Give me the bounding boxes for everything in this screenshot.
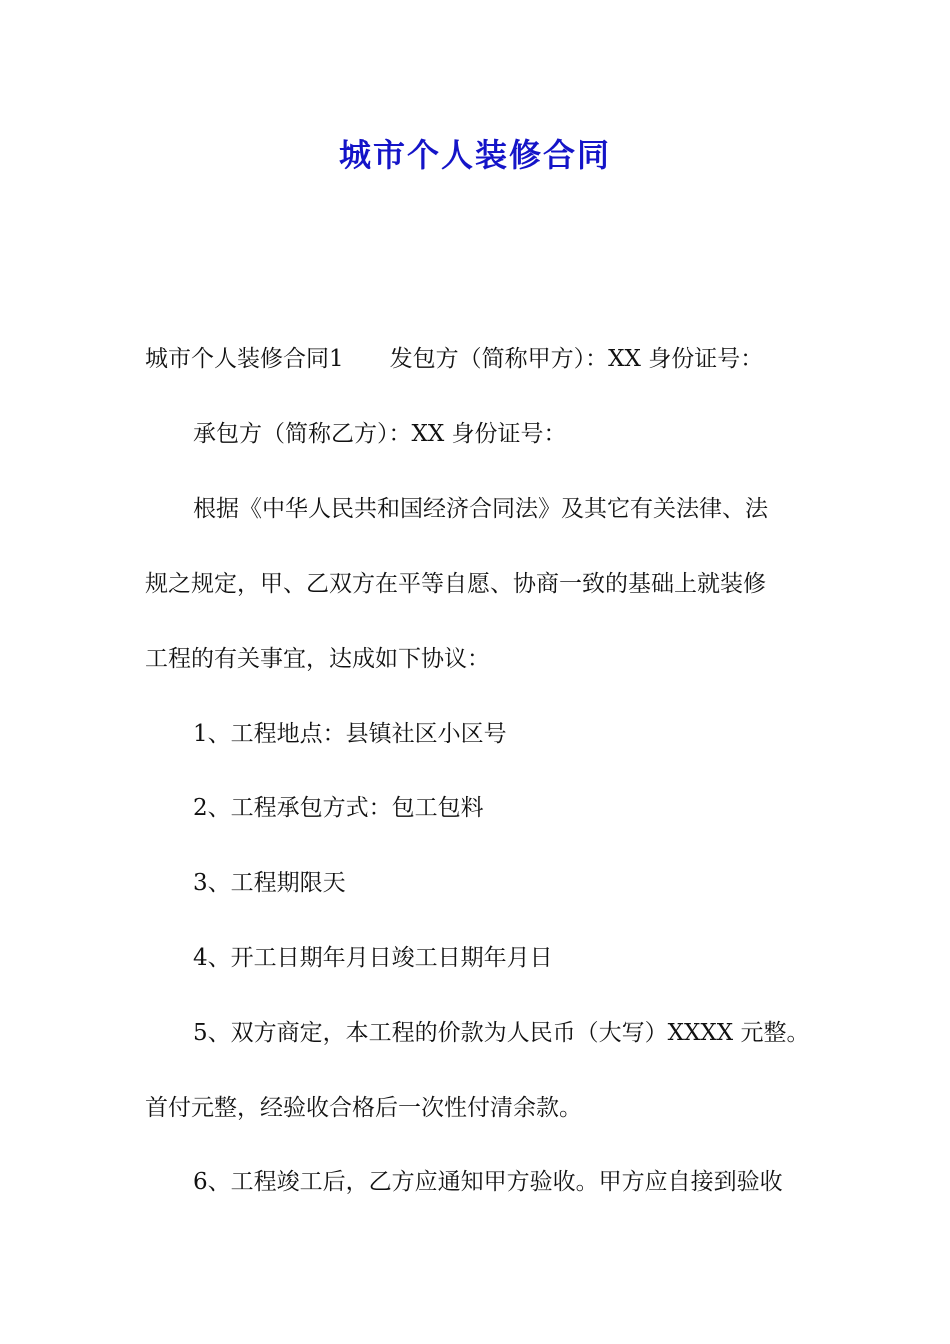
clause-line-5-continued: 首付元整，经验收合格后一次性付清余款。 [145,1095,582,1121]
clause-line-5: 5、双方商定，本工程的价款为人民币（大写）XXXX 元整。 [193,1020,810,1046]
document-title: 城市个人装修合同 [338,136,611,174]
clause-line-3: 3、工程期限天 [193,870,346,896]
clause-line-6: 6、工程竣工后，乙方应通知甲方验收。甲方应自接到验收 [193,1169,783,1195]
clause-line-1: 1、工程地点：县镇社区小区号 [193,721,507,747]
paragraph-line-basis-3: 工程的有关事宜，达成如下协议： [145,646,490,672]
clause-line-4: 4、开工日期年月日竣工日期年月日 [193,945,553,971]
paragraph-line-basis-1: 根据《中华人民共和国经济合同法》及其它有关法律、法 [193,496,768,522]
paragraph-line-contractor: 承包方（简称乙方）：XX 身份证号： [193,421,567,447]
paragraph-line-basis-2: 规之规定，甲、乙双方在平等自愿、协商一致的基础上就装修 [145,571,766,597]
clause-line-2: 2、工程承包方式：包工包料 [193,795,484,821]
paragraph-line-parties-header: 城市个人装修合同1 发包方（简称甲方）：XX 身份证号： [145,346,764,372]
